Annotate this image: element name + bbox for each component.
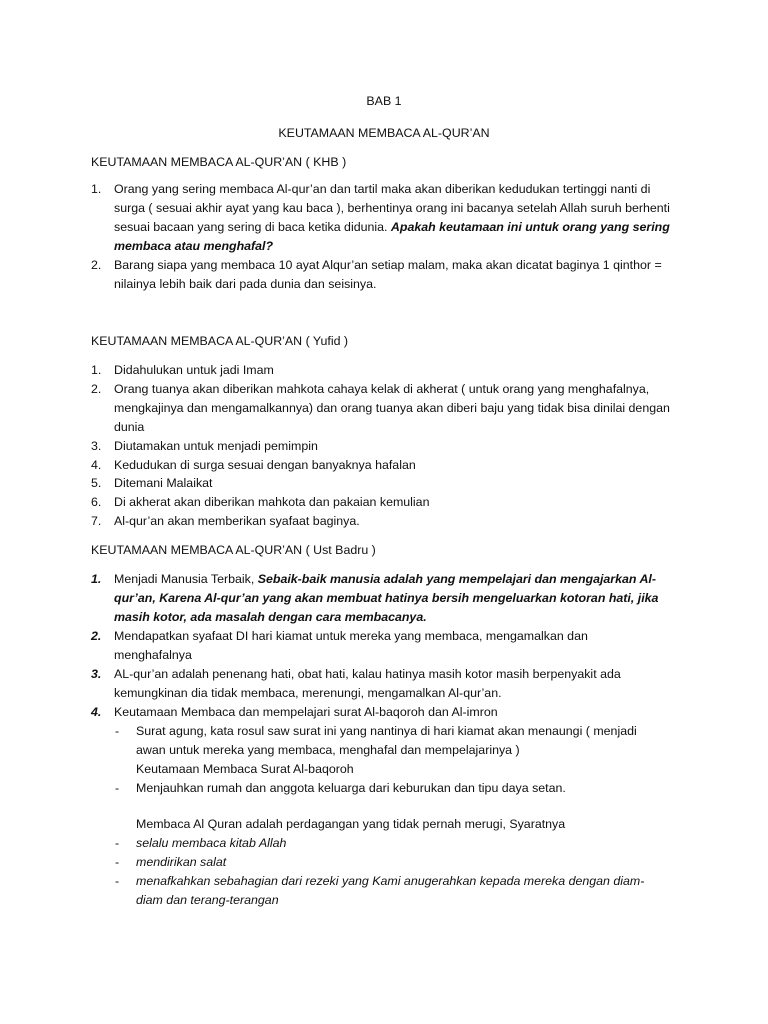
list-item-text <box>114 570 656 588</box>
list-item-text: Didahulukan untuk jadi Imam <box>114 363 274 377</box>
list-item-text <box>114 218 670 236</box>
list-number: 3. <box>91 439 102 453</box>
list-number: 2. <box>91 629 102 643</box>
bullet-dash: - <box>115 855 120 869</box>
bullet-text: Menjauhkan rumah dan anggota keluarga dari keburukan dan tipu daya setan. <box>136 781 566 795</box>
list-number: 1. <box>91 363 102 377</box>
list-item-text-emphasis: Apakah keutamaan ini untuk orang yang sering <box>390 220 670 234</box>
paragraph-text: Membaca Al Quran adalah perdagangan yang tidak pernah merugi, Syaratnya <box>136 817 566 831</box>
section-heading-yufid: KEUTAMAAN MEMBACA AL-QUR’AN ( Yufid ) <box>91 334 349 348</box>
list-item-text-plain: sesuai bacaan yang sering di baca ketika didunia. <box>114 220 391 234</box>
list-item-text: mengkajinya dan mengamalkannya) dan orang tuanya akan diberi baju yang tidak bisa dinilai dengan <box>114 401 670 415</box>
section-heading-khb: KEUTAMAAN MEMBACA AL-QUR’AN ( KHB ) <box>91 155 347 169</box>
list-item-text: Diutamakan untuk menjadi pemimpin <box>114 439 318 453</box>
bullet-dash: - <box>115 724 120 738</box>
list-item-text: Kedudukan di surga sesuai dengan banyaknya hafalan <box>114 458 416 472</box>
bullet-text: Keutamaan Membaca Surat Al-baqoroh <box>136 762 354 776</box>
list-item-text: Keutamaan Membaca dan mempelajari surat Al-baqoroh dan Al-imron <box>114 705 498 719</box>
list-item-text: Mendapatkan syafaat DI hari kiamat untuk mereka yang membaca, mengamalkan dan <box>114 629 588 643</box>
list-item-text-emphasis: qur’an, Karena Al-qur’an yang akan membuat hatinya bersih mengeluarkan kotoran hati, jika <box>114 591 659 605</box>
bullet-text: selalu membaca kitab Allah <box>136 836 287 850</box>
bullet-dash: - <box>115 781 120 795</box>
list-item-text: AL-qur’an adalah penenang hati, obat hati, kalau hatinya masih kotor masih berpenyakit ada <box>114 667 621 681</box>
bullet-text: Surat agung, kata rosul saw surat ini yang nantinya di hari kiamat akan menaungi ( menjadi <box>136 724 637 738</box>
list-item-text: Barang siapa yang membaca 10 ayat Alqur’an setiap malam, maka akan dicatat baginya 1 qinthor = <box>114 258 662 272</box>
list-item-text: nilainya lebih baik dari pada dunia dan seisinya. <box>114 277 377 291</box>
list-item-text-emphasis: membaca atau menghafal? <box>114 239 274 253</box>
bullet-text: awan untuk mereka yang membaca, menghafal dan mempelajarinya ) <box>136 743 520 757</box>
list-number: 3. <box>91 667 102 681</box>
list-item-text: kemungkinan dia tidak membaca, merenungi, mengamalkan Al-qur’an. <box>114 686 502 700</box>
list-item-text-emphasis: masih kotor, ada masalah dengan cara membacanya. <box>114 610 427 624</box>
list-item-text: surga ( sesuai akhir ayat yang kau baca ), berhentinya orang ini bacanya setelah Allah suruh berhenti <box>114 201 670 215</box>
list-number: 7. <box>91 514 102 528</box>
list-number: 1. <box>91 182 102 196</box>
list-item-text: menghafalnya <box>114 648 192 662</box>
list-number: 4. <box>91 705 102 719</box>
list-item-text-emphasis: Sebaik-baik manusia adalah yang mempelajari dan mengajarkan Al- <box>257 572 656 586</box>
bullet-text: menafkahkan sebahagian dari rezeki yang Kami anugerahkan kepada mereka dengan diam- <box>136 874 645 888</box>
list-item-text: dunia <box>114 420 145 434</box>
list-number: 4. <box>91 458 102 472</box>
bullet-dash: - <box>115 836 120 850</box>
list-number: 2. <box>91 382 102 396</box>
chapter-title: BAB 1 <box>366 94 402 108</box>
bullet-dash: - <box>115 874 120 888</box>
list-item-text: Di akherat akan diberikan mahkota dan pakaian kemulian <box>114 495 430 509</box>
section-heading-ust-badru: KEUTAMAAN MEMBACA AL-QUR’AN ( Ust Badru ) <box>91 543 376 557</box>
bullet-text: mendirikan salat <box>136 855 227 869</box>
list-item-text-plain: Menjadi Manusia Terbaik, <box>114 572 258 586</box>
list-item-text: Orang tuanya akan diberikan mahkota cahaya kelak di akherat ( untuk orang yang menghafalnya, <box>114 382 650 396</box>
list-number: 5. <box>91 476 102 490</box>
bullet-text: diam dan terang-terangan <box>136 893 279 907</box>
list-item-text: Ditemani Malaikat <box>114 476 213 490</box>
list-number: 2. <box>91 258 102 272</box>
list-item-text: Al-qur’an akan memberikan syafaat baginya. <box>114 514 360 528</box>
chapter-subtitle: KEUTAMAAN MEMBACA AL-QUR’AN <box>278 126 490 140</box>
list-item-text: Orang yang sering membaca Al-qur’an dan tartil maka akan diberikan kedudukan tertinggi nanti di <box>114 182 651 196</box>
list-number: 6. <box>91 495 102 509</box>
list-number: 1. <box>91 572 102 586</box>
